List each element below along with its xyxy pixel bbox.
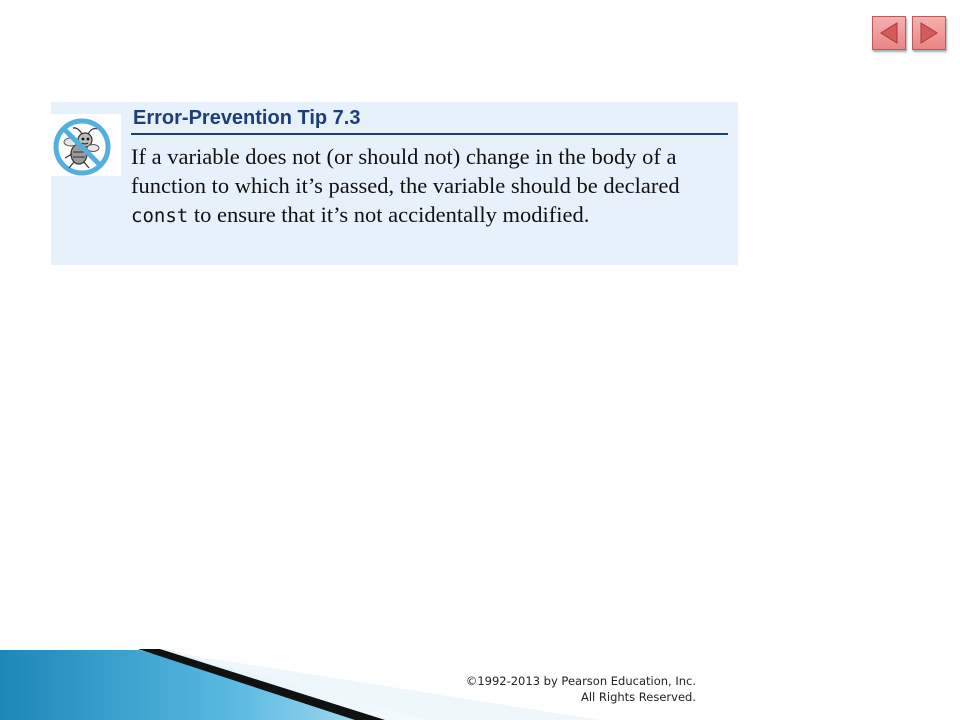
tip-title: Error-Prevention Tip 7.3: [133, 107, 361, 129]
tip-text-part-2: to ensure that it’s not accidentally modified.: [188, 202, 590, 227]
previous-slide-button[interactable]: [872, 16, 906, 50]
tip-divider: [111, 114, 121, 176]
tip-title-rule: [131, 133, 728, 135]
copyright-line-1: ©1992-2013 by Pearson Education, Inc.: [465, 674, 696, 688]
copyright-notice: [466, 673, 696, 705]
error-prevention-tip-box: [51, 102, 738, 265]
no-bug-icon: [53, 118, 113, 178]
triangle-right-icon: [913, 17, 945, 49]
tip-body-text: [131, 142, 731, 231]
tip-code-keyword: const: [131, 205, 189, 227]
next-slide-button[interactable]: [912, 16, 946, 50]
tip-text-part-1: If a variable does not (or should not) change in the body of a function to which it’s passed, the variable should be declared: [131, 144, 680, 198]
triangle-left-icon: [873, 17, 905, 49]
copyright-line-2: All Rights Reserved.: [580, 690, 696, 704]
